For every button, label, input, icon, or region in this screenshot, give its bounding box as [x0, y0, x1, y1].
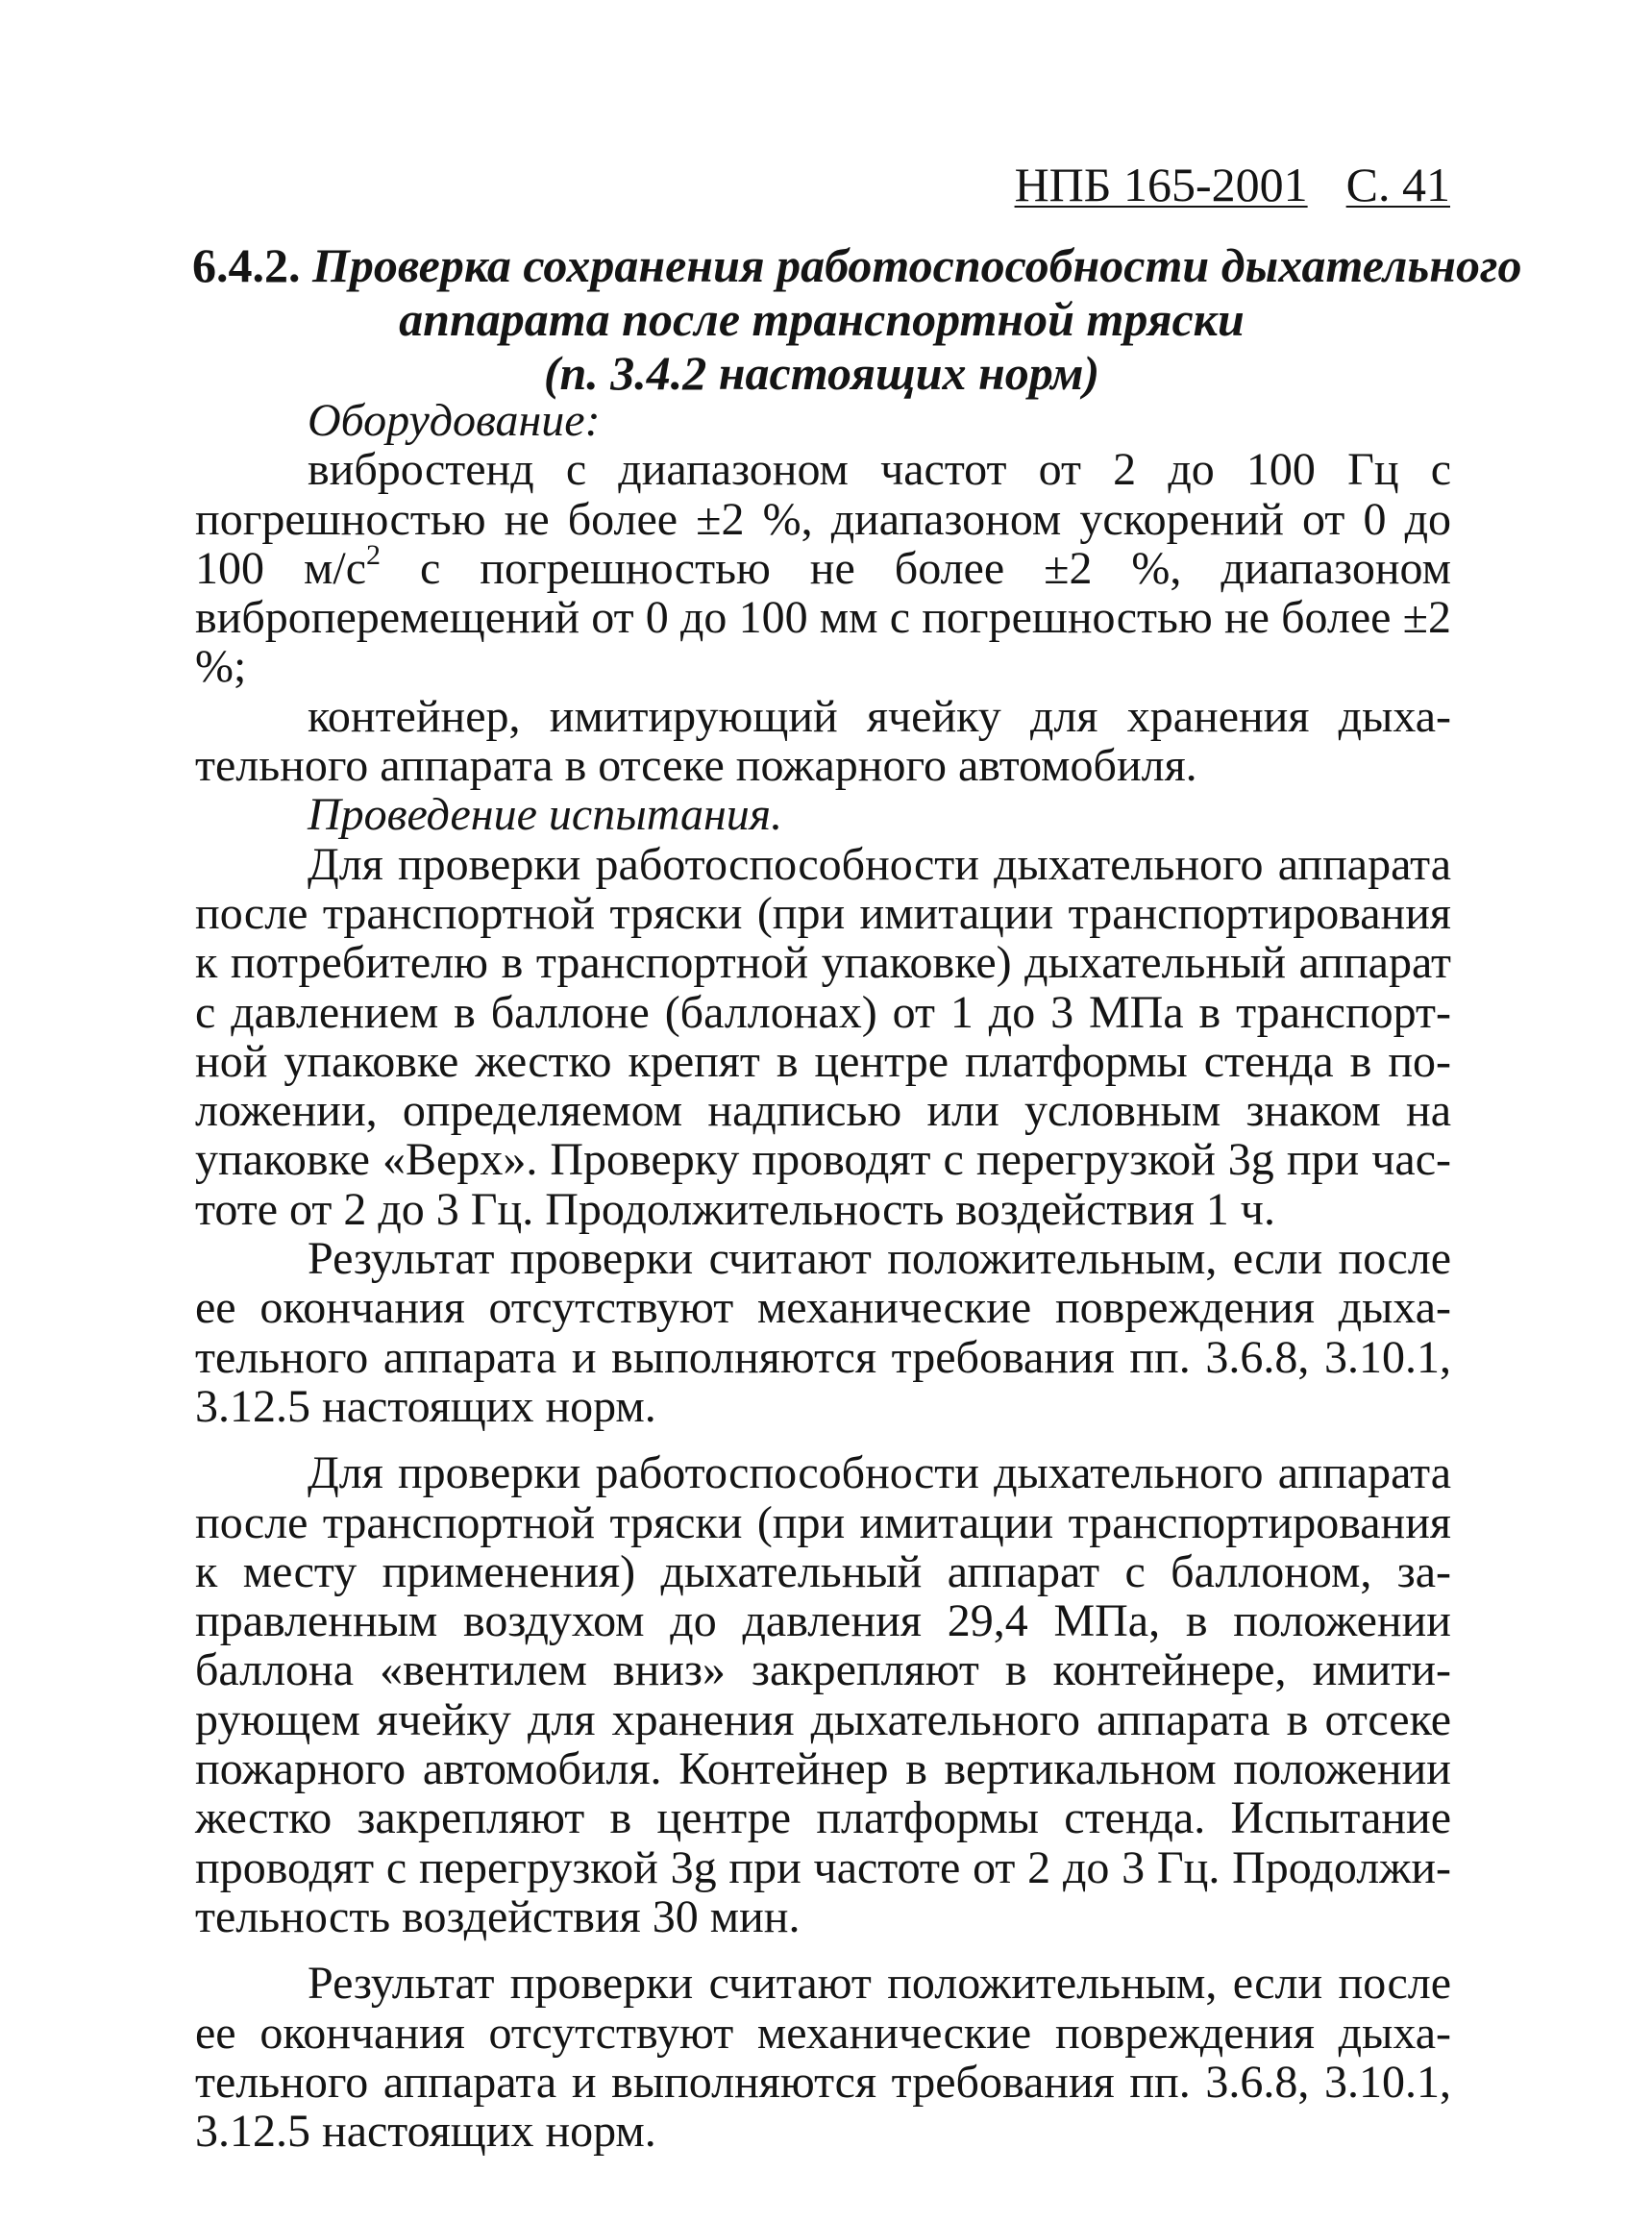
section-title: [192, 238, 1522, 400]
section-title-line-2: аппарата после транспортной тряски: [399, 292, 1245, 346]
page-number: С. 41: [1345, 158, 1450, 211]
unit-superscript: 2: [366, 538, 381, 571]
section-number: 6.4.2.: [192, 238, 301, 292]
procedure-heading: Проведение испытания.: [308, 789, 783, 841]
document-code: НПБ 165-2001: [1014, 158, 1308, 211]
procedure-paragraph-4: Результат проверки считают положительным, если после ее окончания отсутствуют механические повреждения дыхательного аппарата и выполняются требования пп. 3.6.8, 3.10.1, 3.12.5 настоящих норм.: [195, 1958, 1451, 2158]
procedure-paragraph-2: Результат проверки считают положительным, если после ее окончания отсутствуют механические повреждения дыхательного аппарата и выполняются требования пп. 3.6.8, 3.10.1, 3.12.5 настоящих норм.: [195, 1233, 1451, 1432]
document-body: [195, 396, 1451, 2156]
equipment-item-vibrostand: [195, 445, 1451, 691]
equipment-item-vibrostand-text: вибростенд с диапазоном частот от 2 до 100 Гц с погрешностью не более ±2 %, диапазоном ускорений от 0 до 100 м/с: [195, 444, 1451, 594]
procedure-paragraph-1: Для проверки работоспособности дыхательного аппарата после транспортной тряски (при имитации транспортирования к потребителю в транспортной упаковке) дыхательный аппарат с давлением в баллоне (баллонах) от 1 до 3 МПа в транспортной упаковке жестко крепят в центре платформы стенда в положении, определяемом надписью или условным знаком на упаковке «Верх». Проверку проводят с перегрузкой 3g при частоте от 2 до 3 Гц. Продолжительность воздействия 1 ч.: [195, 838, 1451, 1235]
equipment-item-vibrostand-tail: с погрешностью не более ±2 %, диапазоном виброперемещений от 0 до 100 мм с погрешностью не более ±2 %;: [195, 542, 1451, 693]
equipment-item-container: контейнер, имитирующий ячейку для хранения дыхательного аппарата в отсеке пожарного автомобиля.: [195, 690, 1451, 792]
equipment-heading: Оборудование:: [308, 395, 601, 446]
procedure-paragraph-3: Для проверки работоспособности дыхательного аппарата после транспортной тряски (при имитации транспортирования к месту применения) дыхательный аппарат с баллоном, заправленным воздухом до давления 29,4 МПа, в положении баллона «вентилем вниз» закрепляют в контейнере, имитирующем ячейку для хранения дыхательного аппарата в отсеке пожарного автомобиля. Контейнер в вертикальном положении жестко закрепляют в центре платформы стенда. Испытание проводят с перегрузкой 3g при частоте от 2 до 3 Гц. Продолжительность воздействия 30 мин.: [195, 1447, 1451, 1942]
section-title-line-1: Проверка сохранения работоспособности дыхательного: [312, 238, 1522, 292]
section-title-line-3: (п. 3.4.2 настоящих норм): [543, 346, 1100, 400]
page-header: [1015, 156, 1450, 213]
